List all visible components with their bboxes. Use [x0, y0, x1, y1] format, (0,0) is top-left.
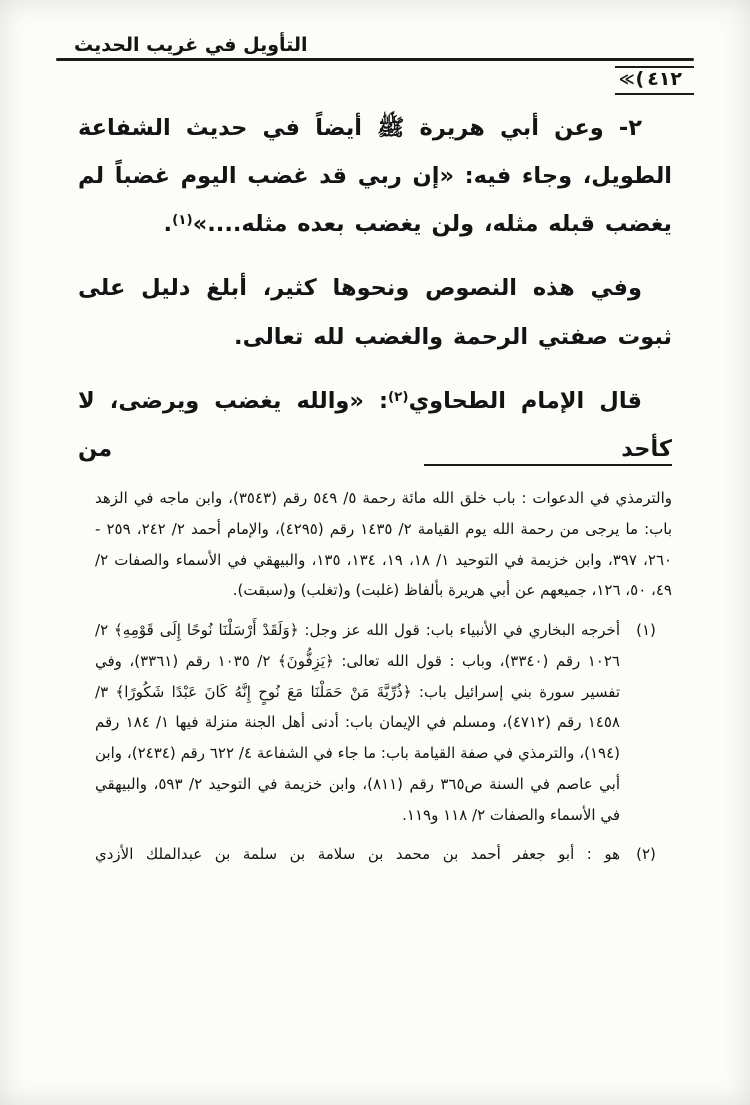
paragraph-tahawi-quote: : «والله يغضب ويرضى، لا كأحد من [78, 387, 672, 462]
paragraph-hadith-text: ٢- وعن أبي هريرة ﷺ أيضاً في حديث الشفاعة الطويل، وجاء فيه: «إن ربي قد غضب اليوم غضباً لم يغضب قبله مثله، ولن يغضب بعده مثله....» [78, 115, 672, 238]
footnote-item-1 [95, 615, 672, 830]
page-number: ٤١٢ [647, 68, 682, 90]
running-title: التأويل في غريب الحديث [74, 34, 308, 56]
ornament-chevron-icon: ≪ [618, 70, 633, 88]
footnote-separator [424, 464, 672, 466]
footnote-text-2: هو : أبو جعفر أحمد بن محمد بن سلامة بن سلمة بن عبدالملك الأزدي [95, 845, 620, 864]
page-number-paren: ( [635, 68, 645, 90]
paragraph-hadith-period: . [163, 211, 173, 238]
paragraph-tahawi [78, 377, 672, 473]
footnotes [95, 483, 672, 870]
footnote-ref-2: (٢) [387, 388, 409, 405]
footnote-ref-1: (١) [172, 212, 193, 229]
paragraph-comment: وفي هذه النصوص ونحوها كثير، أبلغ دليل على ثبوت صفتي الرحمة والغضب لله تعالى. [78, 275, 672, 350]
footnote-item-2 [95, 839, 672, 870]
page-number-ornament [615, 66, 694, 95]
footnote-marker-1: (١) [636, 621, 656, 639]
footnote-text-1: أخرجه البخاري في الأنبياء باب: قول الله عز وجل: ﴿وَلَقَدْ أَرْسَلْنَا نُوحًا إِلَى قَوْمِهِ﴾ ٢/ ١٠٢٦ رقم (٣٣٤٠)، وباب : قول الله تعالى: ﴿يَزِفُّونَ﴾ ٢/ ١٠٣٥ رقم (٣٣٦١)، وفي تفسير سورة بني إسرائيل باب: ﴿ذُرِّيَّةَ مَنْ حَمَلْنَا مَعَ نُوحٍ إِنَّهُ كَانَ عَبْدًا شَكُورًا﴾ ٣/ ١٤٥٨ رقم (٤٧١٢)، ومسلم في الإيمان باب: أدنى أهل الجنة منزلة فيها ١/ ١٨٤ رقم (١٩٤)، والترمذي في صفة القيامة باب: ما جاء في الشفاعة ٤/ ٦٢٢ رقم (٢٤٣٤)، وابن أبي عاصم في السنة ص٣٦٥ رقم (٨١١)، وابن خزيمة في التوحيد ٢/ ٥٩٣، والبيهقي في الأسماء والصفات ٢/ ١١٨ و١١٩. [95, 621, 620, 824]
body-text [78, 104, 672, 489]
header-rule [56, 58, 694, 61]
paragraph-hadith [78, 104, 672, 248]
paragraph-tahawi-text: قال الإمام الطحاوي [408, 387, 642, 414]
footnote-continuation: والترمذي في الدعوات : باب خلق الله مائة رحمة ٥/ ٥٤٩ رقم (٣٥٤٣)، وابن ماجه في الزهد باب: ما يرجى من رحمة الله يوم القيامة ٢/ ١٤٣٥ رقم (٤٢٩٥)، والإمام أحمد ٢/ ٢٤٢، ٢٥٩ - ٢٦٠، ٣٩٧، وابن خزيمة في التوحيد ١/ ١٨، ١٩، ١٣٤، ١٣٥، والبيهقي في الأسماء والصفات ٢/ ٤٩، ٥٠، ١٢٦، جميعهم عن أبي هريرة بألفاظ (غلبت) و(تغلب) و(سبقت). [95, 489, 673, 600]
footnote-marker-2: (٢) [636, 845, 656, 864]
